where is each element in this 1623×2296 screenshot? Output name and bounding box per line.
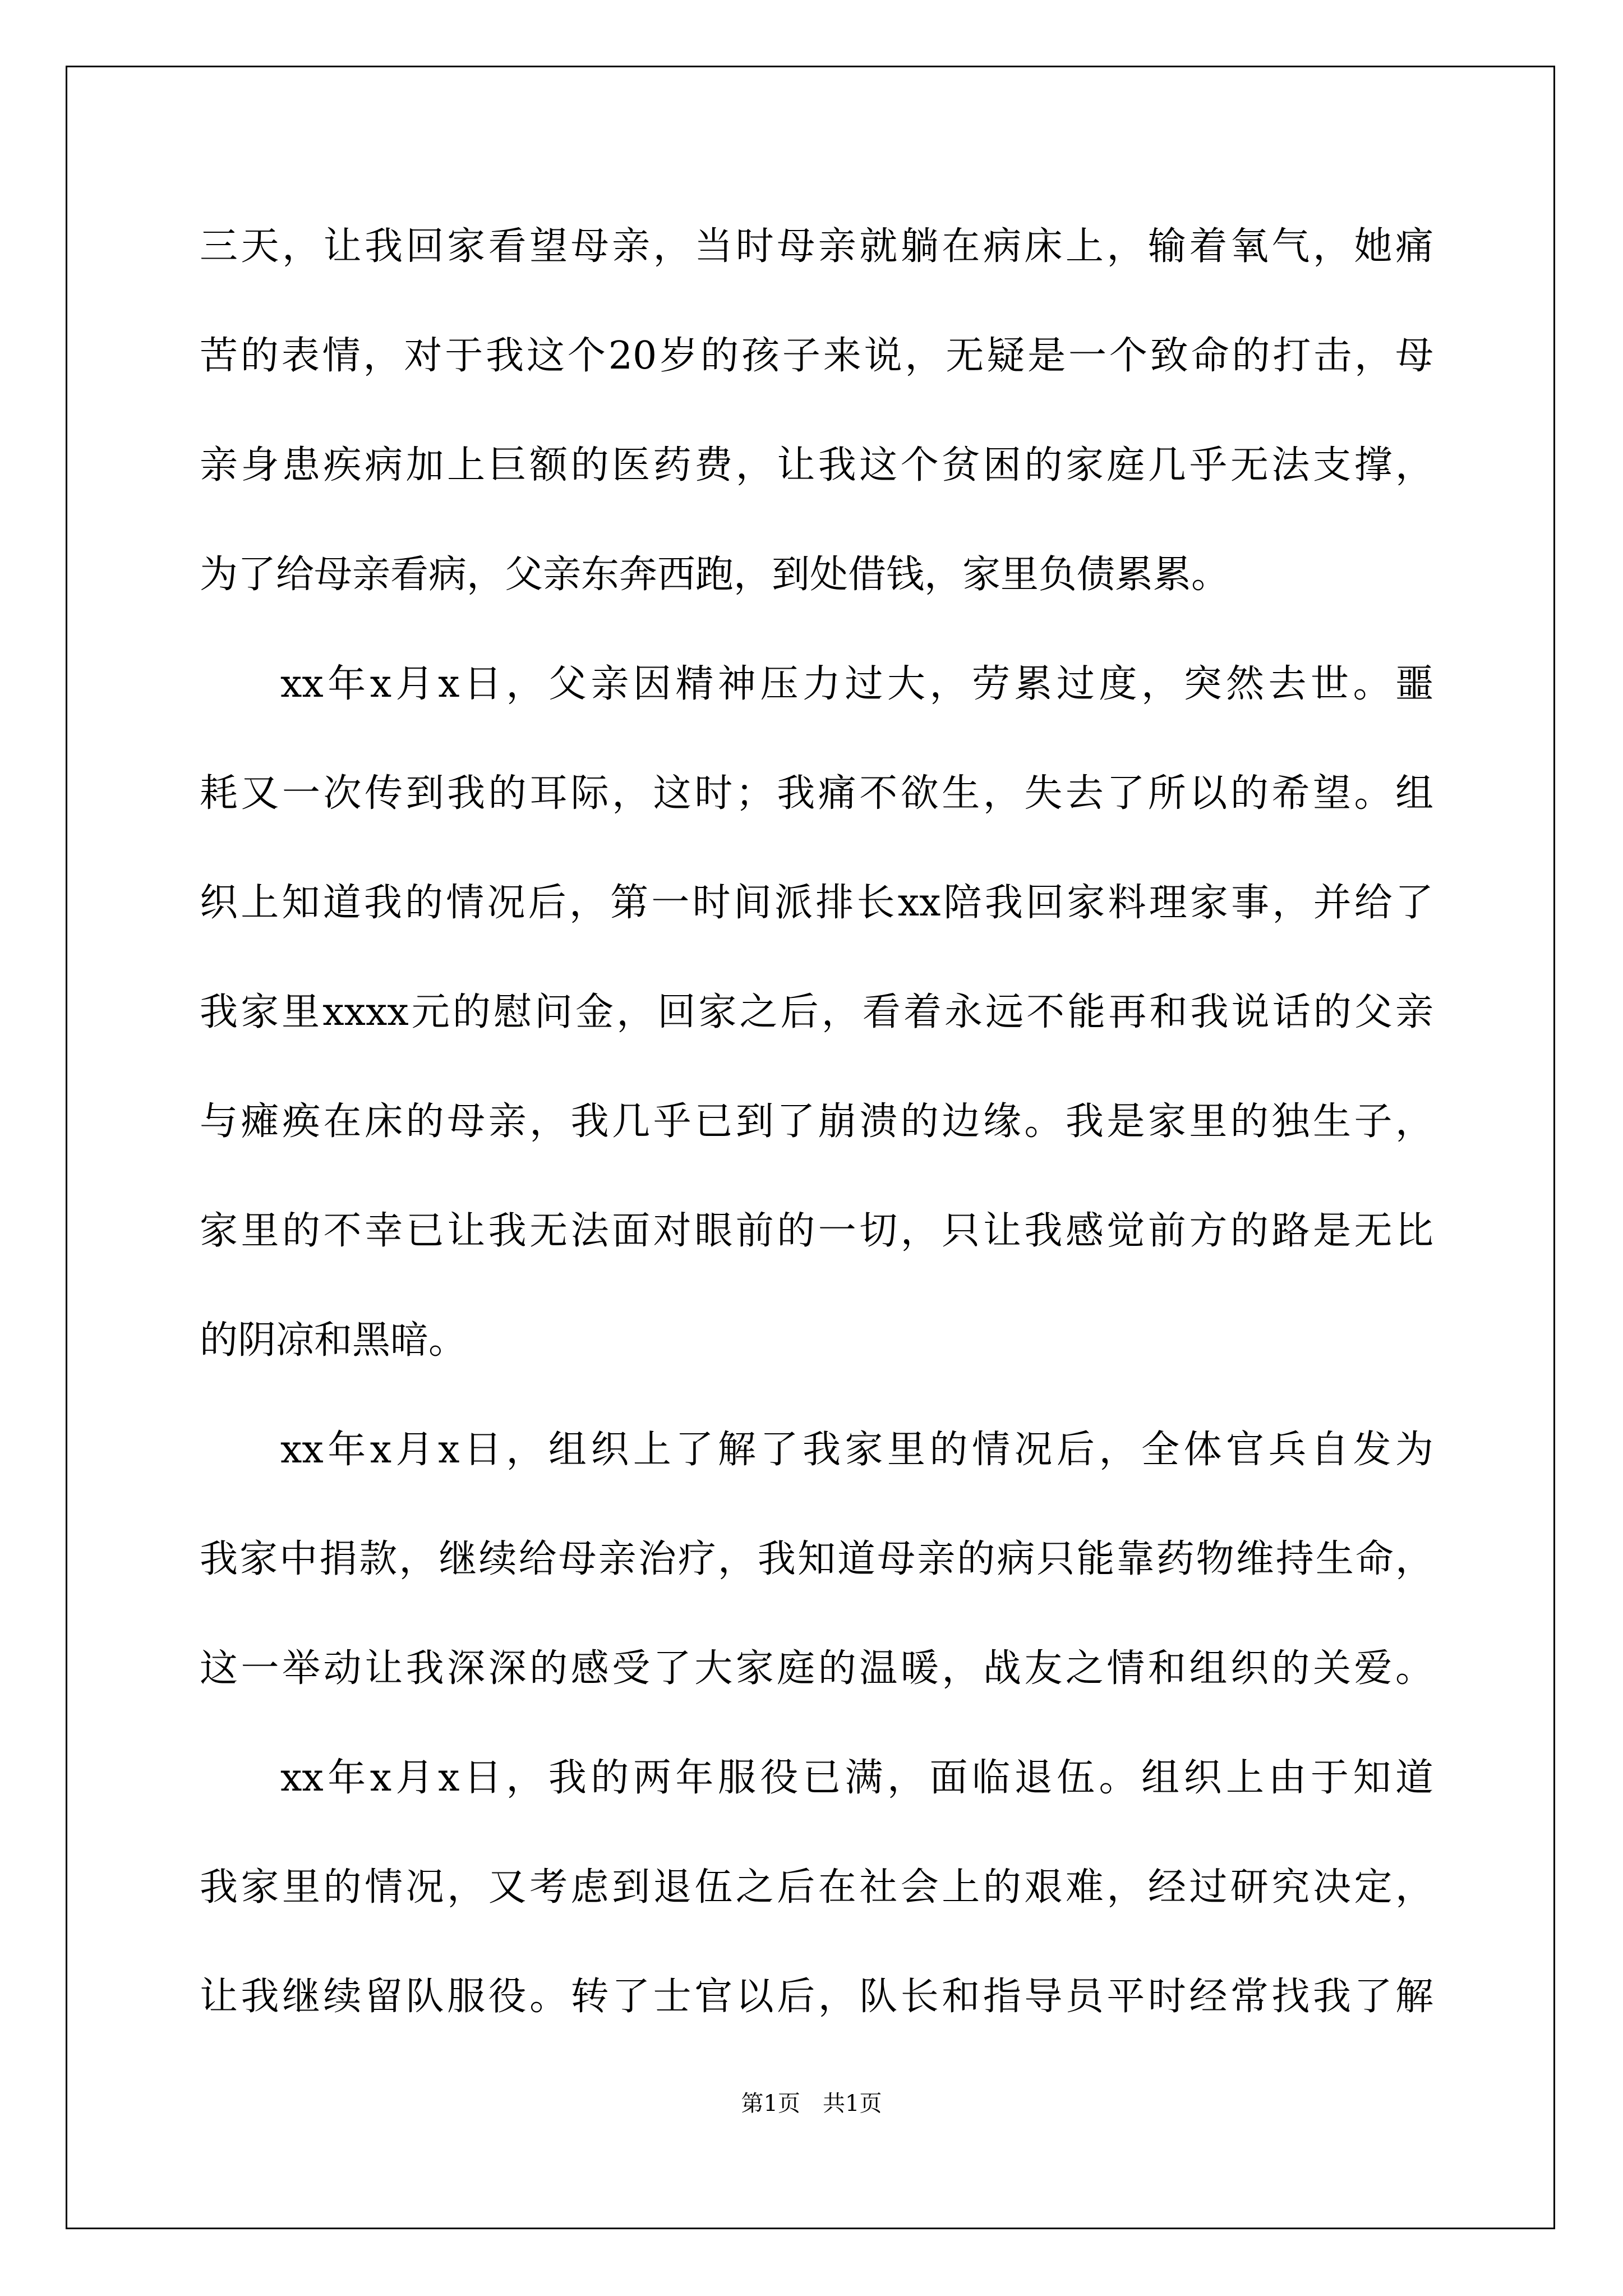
text-line: 的阴凉和黑暗。 xyxy=(200,1318,467,1363)
text-line: 苦的表情，对于我这个20岁的孩子来说，无疑是一个致命的打击，母 xyxy=(200,334,1433,378)
text-line: 与瘫痪在床的母亲，我几乎已到了崩溃的边缘。我是家里的独生子， xyxy=(200,1099,1433,1144)
text-line: 这一举动让我深深的感受了大家庭的温暖，战友之情和组织的关爱。 xyxy=(200,1646,1433,1691)
text-line: 织上知道我的情况后，第一时间派排长xx陪我回家料理家事，并给了 xyxy=(200,881,1433,925)
text-line: 家里的不幸已让我无法面对眼前的一切，只让我感觉前方的路是无比 xyxy=(200,1209,1433,1253)
page-footer: 第1页 共1页 xyxy=(741,2091,882,2116)
text-line: 耗又一次传到我的耳际，这时；我痛不欲生，失去了所以的希望。组 xyxy=(200,771,1433,816)
paragraph-start-line: xx年x月x日，我的两年服役已满，面临退伍。组织上由于知道 xyxy=(280,1756,1433,1800)
text-line: 三天，让我回家看望母亲，当时母亲就躺在病床上，输着氧气，她痛 xyxy=(200,224,1433,269)
paragraph-start-line: xx年x月x日，父亲因精神压力过大，劳累过度，突然去世。噩 xyxy=(280,662,1433,706)
text-line: 让我继续留队服役。转了士官以后，队长和指导员平时经常找我了解 xyxy=(200,1975,1433,2019)
paragraph-start-line: xx年x月x日，组织上了解了我家里的情况后，全体官兵自发为 xyxy=(280,1428,1433,1472)
text-line: 我家里的情况，又考虑到退伍之后在社会上的艰难，经过研究决定， xyxy=(200,1865,1433,1910)
text-line: 我家中捐款，继续给母亲治疗，我知道母亲的病只能靠药物维持生命， xyxy=(200,1537,1433,1581)
text-line: 为了给母亲看病，父亲东奔西跑，到处借钱，家里负债累累。 xyxy=(200,553,1230,597)
text-line: 亲身患疾病加上巨额的医药费，让我这个贫困的家庭几乎无法支撑， xyxy=(200,443,1433,487)
text-line: 我家里xxxx元的慰问金，回家之后，看着永远不能再和我说话的父亲 xyxy=(200,990,1433,1034)
